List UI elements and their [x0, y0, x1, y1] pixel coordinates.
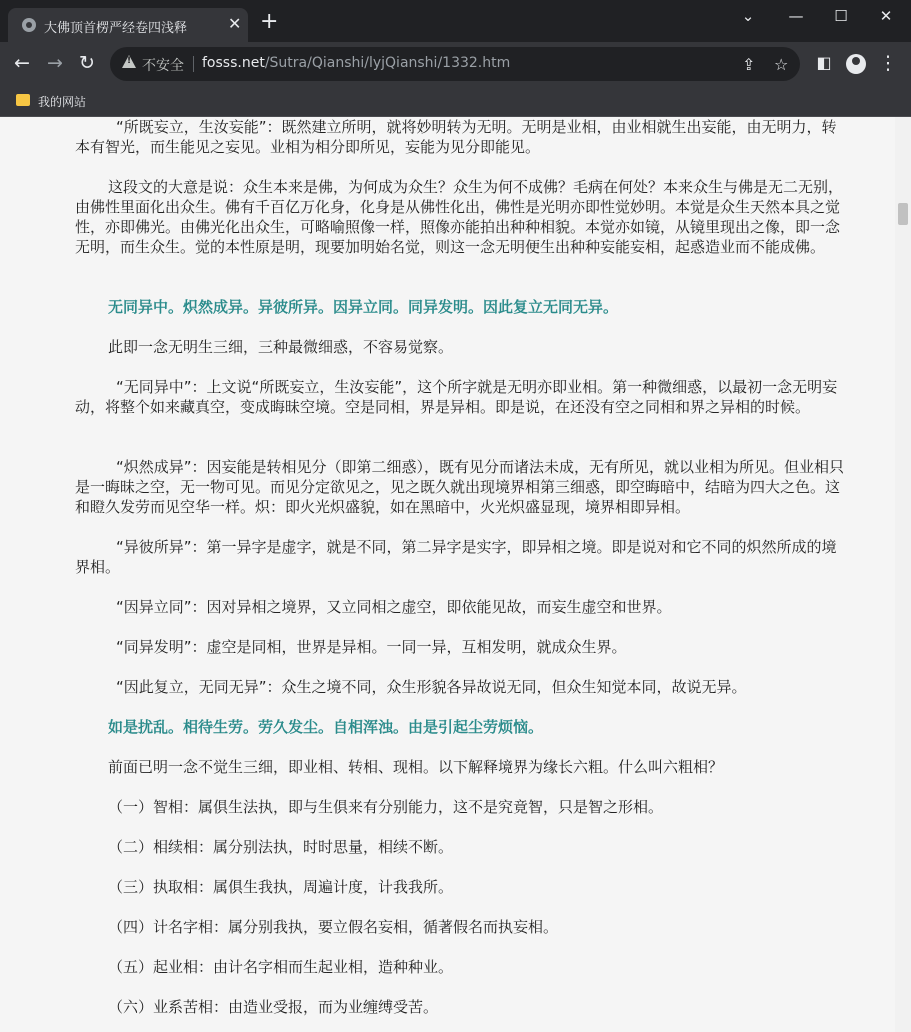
warning-icon[interactable]	[122, 55, 136, 68]
paragraph: 这段文的大意是说：众生本来是佛，为何成为众生？众生为何不成佛？毛病在何处？本来众生与佛是无二无别，由佛性里面化出众生。佛有千百亿万化身，化身是从佛性化出，佛性是光明亦即性觉妙明。本觉是众生天然本具之觉性，亦即佛光。由佛光化出众生，可略喻照像一样，照像亦能拍出种种相貌。本觉亦如镜，从镜里现出之像，即一念无明，而生众生。觉的本性原是明，现要加明始名觉，则这一念无明便生出种种妄能妄相，起惑造业而不能成佛。	[75, 178, 844, 256]
paragraph: “同异发明”：虚空是同相，世界是异相。一同一异，互相发明，就成众生界。	[116, 638, 627, 656]
star-icon[interactable]: ☆	[774, 55, 789, 74]
url-text[interactable]	[202, 55, 510, 71]
bookmarks-bar	[0, 86, 911, 117]
paragraph: 此即一念无明生三细，三种最微细惑，不容易觉察。	[108, 338, 454, 356]
scrollbar-thumb[interactable]	[898, 203, 908, 225]
address-bar[interactable]	[110, 47, 800, 81]
list-item: （一）智相：属俱生法执，即与生俱来有分别能力，这不是究竟智，只是智之形相。	[108, 798, 664, 816]
tab-title: 大佛顶首楞严经卷四浅释	[44, 21, 188, 36]
browser-toolbar	[0, 42, 911, 86]
list-item: （三）执取相：属俱生我执，周遍计度，计我我所。	[108, 878, 454, 896]
paragraph: “无同异中”：上文说“所既妄立，生汝妄能”，这个所字就是无明亦即业相。第一种微细惑，以最初一念无明妄动，将整个如来藏真空，变成晦昧空境。空是同相，界是异相。即是说，在还没有空之同相和界之异相的时候。	[75, 378, 838, 416]
minimize-icon[interactable]: —	[788, 7, 804, 25]
page-content	[0, 117, 895, 1032]
forward-arrow-icon[interactable]: →	[47, 52, 63, 74]
url-host: fosss.net	[202, 55, 265, 71]
sidebar-icon[interactable]: ◧	[816, 53, 832, 72]
list-item: （六）业系苦相：由造业受报，而为业缠缚受苦。	[108, 998, 439, 1016]
paragraph: 前面已明一念不觉生三细，即业相、转相、现相。以下解释境界为缘长六粗。什么叫六粗相？	[108, 758, 724, 776]
menu-dots-icon[interactable]: ⋮	[878, 52, 898, 74]
tab-close-icon[interactable]: ✕	[228, 14, 242, 33]
folder-icon	[16, 94, 30, 106]
url-path: /Sutra/Qianshi/lyjQianshi/1332.htm	[264, 55, 511, 71]
sutra-verse: 无同异中。炽然成异。异彼所异。因异立同。同异发明。因此复立无同无异。	[108, 298, 619, 316]
paragraph: “因此复立，无同无异”：众生之境不同，众生形貌各异故说无同，但众生知觉本同，故说无异。	[116, 678, 747, 696]
new-tab-button[interactable]: +	[260, 9, 279, 34]
paragraph: “所既妄立，生汝妄能”：既然建立所明，就将妙明转为无明。无明是业相，由业相就生出妄能，由无明力，转本有智光，而生能见之妄见。业相为相分即所见，妄能为见分即能见。	[75, 118, 837, 156]
share-icon[interactable]: ⇪	[742, 55, 756, 74]
back-arrow-icon[interactable]: ←	[14, 52, 30, 74]
paragraph: “炽然成异”：因妄能是转相见分（即第二细惑），既有见分而诸法未成，无有所见，就以业相为所见。但业相只是一晦昧之空，无一物可见。而见分定欲见之，见之既久就出现境界相第三细惑，即空晦暗中，结暗为四大之色。这和瞪久发劳而见空华一样。炽：即火光炽盛貌，如在黑暗中，火光炽盛显现，境界相即异相。	[75, 458, 845, 516]
browser-tab[interactable]	[8, 8, 248, 42]
vertical-scrollbar[interactable]	[895, 117, 911, 1032]
chevron-down-icon[interactable]: ⌄	[741, 7, 755, 25]
close-icon[interactable]: ✕	[879, 7, 893, 25]
paragraph: “异彼所异”：第一异字是虚字，就是不同，第二异字是实字，即异相之境。即是说对和它不同的炽然所成的境界相。	[75, 538, 837, 576]
reload-icon[interactable]: ↻	[79, 52, 95, 74]
not-secure-label[interactable]: 不安全	[142, 58, 184, 74]
maximize-icon[interactable]: ☐	[834, 7, 848, 25]
list-item: （二）相续相：属分别法执，时时思量，相续不断。	[108, 838, 454, 856]
bookmark-my-site[interactable]: 我的网站	[38, 95, 87, 109]
divider	[193, 56, 194, 72]
profile-avatar-icon[interactable]	[846, 54, 866, 74]
list-item: （四）计名字相：属分别我执，要立假名妄相，循著假名而执妄相。	[108, 918, 559, 936]
globe-icon	[22, 18, 36, 32]
list-item: （五）起业相：由计名字相而生起业相，造种种业。	[108, 958, 454, 976]
paragraph: “因异立同”：因对异相之境界，又立同相之虚空，即依能见故，而妄生虚空和世界。	[116, 598, 672, 616]
sutra-verse: 如是扰乱。相待生劳。劳久发尘。自相浑浊。由是引起尘劳烦恼。	[108, 718, 544, 736]
browser-titlebar	[0, 0, 911, 42]
